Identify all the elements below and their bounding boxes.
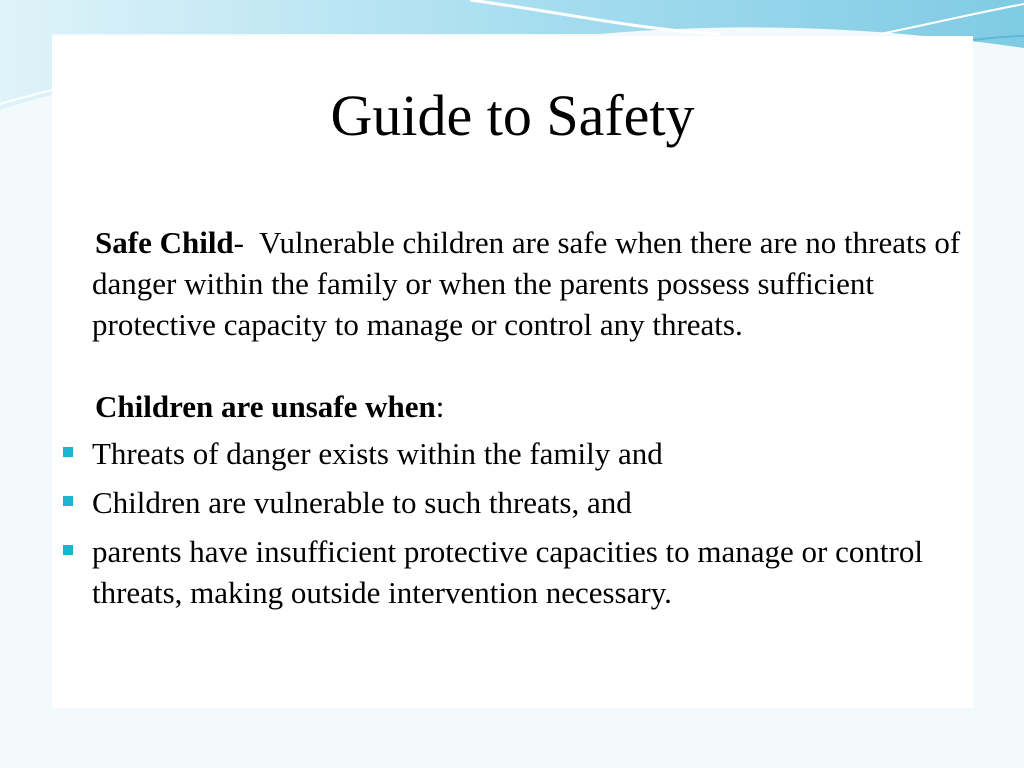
list-item <box>92 531 972 613</box>
safe-child-text: Vulnerable children are safe when there are no threats of danger within the family or when the parents possess sufficient protective capacity to manage or control any threats. <box>92 225 969 342</box>
unsafe-heading-text: Children are unsafe when <box>95 389 436 424</box>
slide-title: Guide to Safety <box>330 83 695 148</box>
square-bullet-icon <box>63 496 73 506</box>
unsafe-conditions-list <box>92 433 972 613</box>
list-item <box>92 433 972 474</box>
list-item-text: parents have insufficient protective capacities to manage or control threats, making outside intervention necessary. <box>92 534 923 610</box>
term-separator: - <box>233 225 244 260</box>
list-item-text: Threats of danger exists within the family and <box>92 436 663 471</box>
unsafe-heading <box>92 386 972 427</box>
slide-body <box>92 222 972 621</box>
unsafe-heading-suffix: : <box>435 389 445 424</box>
safe-child-term: Safe Child <box>95 225 234 260</box>
list-item-text: Children are vulnerable to such threats, and <box>92 485 632 520</box>
safe-child-definition <box>92 222 972 345</box>
square-bullet-icon <box>63 447 73 457</box>
square-bullet-icon <box>63 545 73 555</box>
list-item <box>92 482 972 523</box>
